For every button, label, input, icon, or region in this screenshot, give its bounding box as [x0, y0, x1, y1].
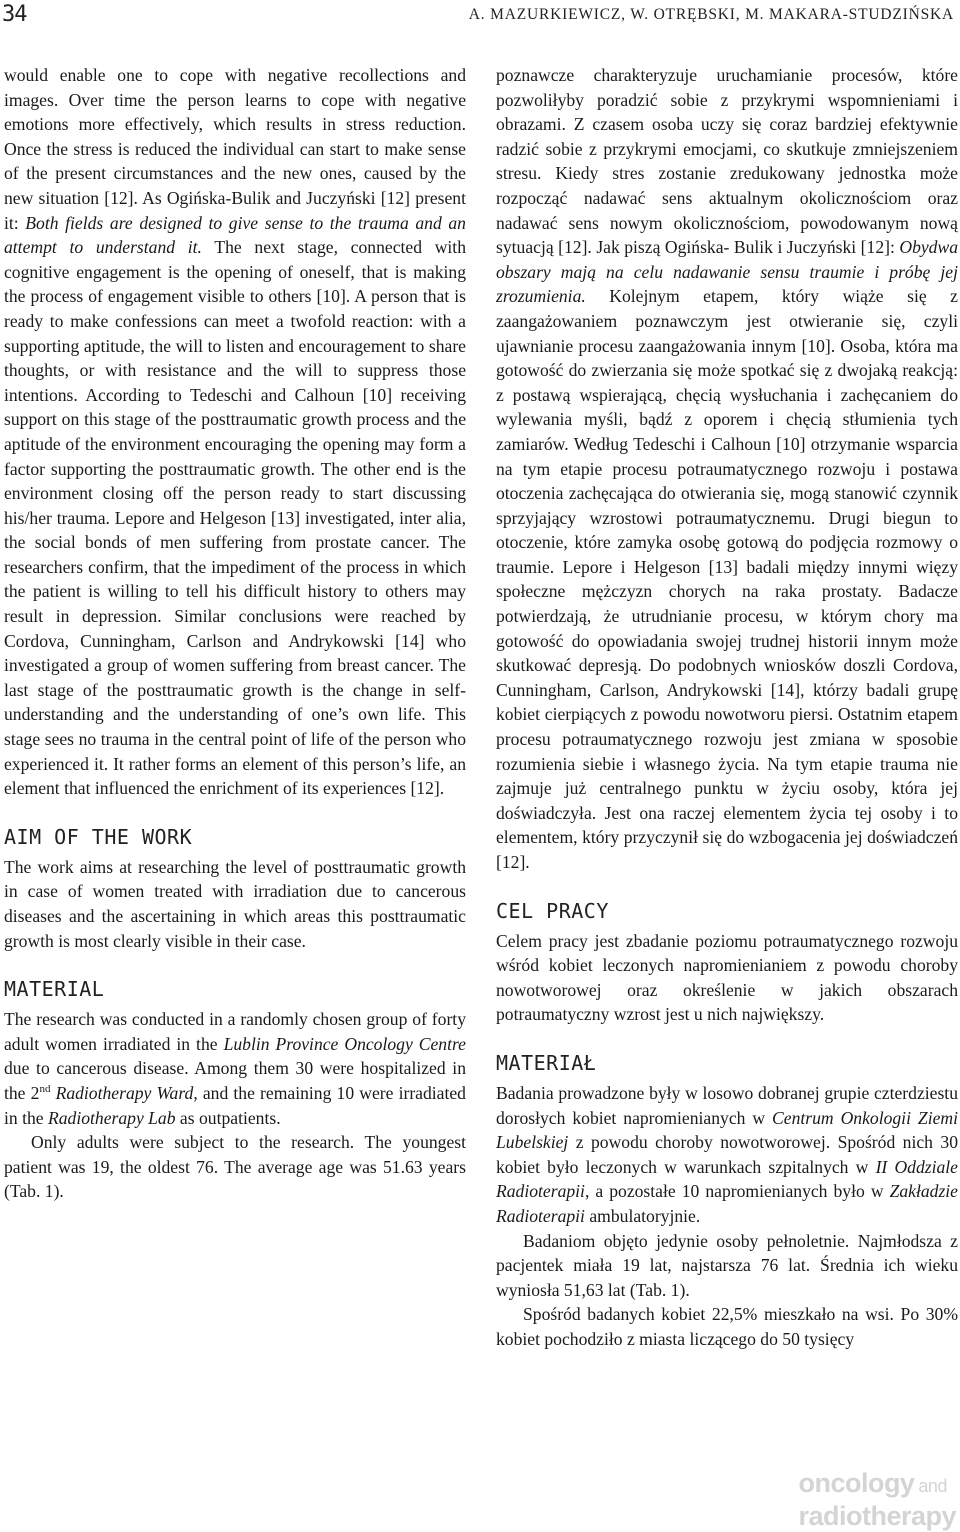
running-head-authors: A. MAZURKIEWICZ, W. OTRĘBSKI, M. MAKARA-STUDZIŃSKA: [468, 6, 954, 23]
aim-paragraph: Celem pracy jest zbadanie poziomu potraumatycznego rozwoju wśród kobiet leczonych napromienianiem z powodu choroby nowotworowej oraz określenie w jakich obszarach potraumatyczny wzrost jest u nich największy.: [496, 930, 958, 1025]
material-paragraph-3: Spośród badanych kobiet 22,5% mieszkało na wsi. Po 30% kobiet pochodziło z miasta liczącego do 50 tysięcy: [496, 1304, 958, 1349]
material-paragraph-2: Badaniom objęto jedynie osoby pełnoletnie. Najmłodsza z pacjentek miała 19 lat, najstarsza 76 lat. Średnia ich wieku wyniosła 51,63 lat (Tab. 1).: [496, 1230, 958, 1300]
section-heading-aim: AIM OF THE WORK: [4, 824, 193, 849]
polish-column: [496, 63, 958, 1352]
material-paragraph: The research was conducted in a randomly chosen group of forty adult women irradiated in the Lublin Province Oncology Centre due to cancerous disease. Among them 30 were hospitalized in the 2nd Radiotherapy Ward, and the remaining 10 were irradiated in the Radiotherapy Lab as outpatients.: [4, 1009, 466, 1128]
body-paragraph: poznawcze charakteryzuje uruchamianie procesów, które pozwoliłyby poradzić sobie z przykrymi wspomnieniami i obrazami. Z czasem osoba uczy się coraz bardziej efektywnie radzić sobie z przykrymi emocjami, co skutkuje zmniejszeniem stresu. Kiedy stres zostanie zredukowany jednostka może rozpocząć nadawać sens aktualnym okolicznościom oraz nadawać sens nowym okolicznościom, powodowanym nową sytuacją [12]. Jak piszą Ogińska- Bulik i Juczyński [12]: Obydwa obszary mają na celu nadawanie sensu traumie i próbę jej zrozumienia. Kolejnym etapem, który wiąże się z zaangażowaniem poznawczym jest otwieranie się, czyli ujawnianie procesu zaangażowania innym [10]. Osoba, która ma gotowość do zwierzania się może spotkać się z dwojaką reakcją: z postawą wspierającą, chęcią wysłuchania i zachęcaniem do wylewania myśli, bądź z oporem i chęcią stłumienia tych zamiarów. Według Tedeschi i Calhoun [10] otrzymanie wsparcia na tym etapie procesu potraumatycznego rozwoju i postawa otoczenia zachęcająca do otwierania się, mogą stanowić czynnik sprzyjający wzrostowi potraumatycznemu. Drugi biegun to otoczenie, które zamyka osobę gotową do podjęcia rozmowy o traumie. Lepore i Helgeson [13] badali między innymi więzy społeczne mężczyzn chorych na raka prostaty. Badacze potwierdzają, że utrudnianie procesu, w którym chory ma gotowość do opowiadania swojej trudnej historii innym może skutkować depresją. Do podobnych wniosków doszli Cordova, Cunningham, Carlson, Andrykowski [14], którzy badali grupę kobiet cierpiących z powodu nowotworu piersi. Ostatnim etapem procesu potraumatycznego rozwoju jest zmiana w sposobie rozumienia siebie i własnego życia. Na tym etapie trauma nie zajmuje już centralnego punktu w życiu osoby, która jej doświadczyła. Jest ona raczej elementem życia tej osoby i to elementem, który przyczynił się do wzbogacenia jej doświadczeń [12].: [496, 65, 958, 872]
aim-paragraph: The work aims at researching the level of posttraumatic growth in case of women treated with irradiation due to cancerous diseases and the ascertaining in which areas this posttraumatic growth is most clearly visible in their case.: [4, 856, 466, 951]
material-paragraph: Badania prowadzone były w losowo dobranej grupie czterdziestu dorosłych kobiet napromienianych w Centrum Onkologii Ziemi Lubelskiej z powodu choroby nowotworowej. Spośród nich 30 kobiet było leczonych w warunkach szpitalnych w II Oddziale Radioterapii, a pozostałe 10 napromienianych było w Zakładzie Radioterapii ambulatoryjnie.: [496, 1082, 958, 1226]
section-heading-aim: CEL PRACY: [496, 898, 609, 923]
body-paragraph: would enable one to cope with negative recollections and images. Over time the person learns to cope with negative emotions more effectively, which results in stress reduction. Once the stress is reduced the individual can start to make sense of the present circumstances and the new ones, caused by the new situation [12]. As Ogińska-Bulik and Juczyński [12] present it: Both fields are designed to give sense to the trauma and an attempt to understand it. The next stage, connected with cognitive engagement is the opening of oneself, that is making the process of engagement visible to others [10]. A person that is ready to make confessions can meet a twofold reaction: with a supporting aptitude, the will to listen and encouragement to share thoughts, or with resistance and the will to suppress those intentions. According to Tedeschi and Calhoun [10] receiving support on this stage of the posttraumatic growth process and the aptitude of the environment encouraging the opening may form a factor supporting the posttraumatic growth. The other end is the environment closing off the person ready to start discussing his/her trauma. Lepore and Helgeson [13] investigated, inter alia, the social bonds of men suffering from prostate cancer. The researchers confirm, that the impediment of the process in which the patient is willing to tell his difficult history to others may result in depression. Similar conclusions were reached by Cordova, Cunningham, Carlson and Andrykowski [14] who investigated a group of women suffering from breast cancer. The last stage of the posttraumatic growth is the change in self-understanding and the understanding of one’s own life. This stage sees no trauma in the central point of life of the person who experienced it. It rather forms an element of this person’s life, an element that influenced the enrichment of its experiences [12].: [4, 65, 466, 799]
english-column: [4, 63, 466, 1204]
section-heading-material: MATERIAL: [4, 977, 105, 1002]
material-paragraph-2: Only adults were subject to the research. The youngest patient was 19, the oldest 76. The average age was 51.63 years (Tab. 1).: [4, 1132, 466, 1202]
quotation: Both fields are designed to give sense to the trauma and an attempt to understand it.: [4, 212, 466, 258]
journal-logo: oncology and radiotherapy: [798, 1468, 956, 1531]
page-number: 34: [2, 2, 27, 27]
section-heading-material: MATERIAŁ: [496, 1050, 597, 1075]
quotation: Obydwa obszary mają na celu nadawanie sensu traumie i próbę jej zrozumienia.: [496, 237, 958, 307]
